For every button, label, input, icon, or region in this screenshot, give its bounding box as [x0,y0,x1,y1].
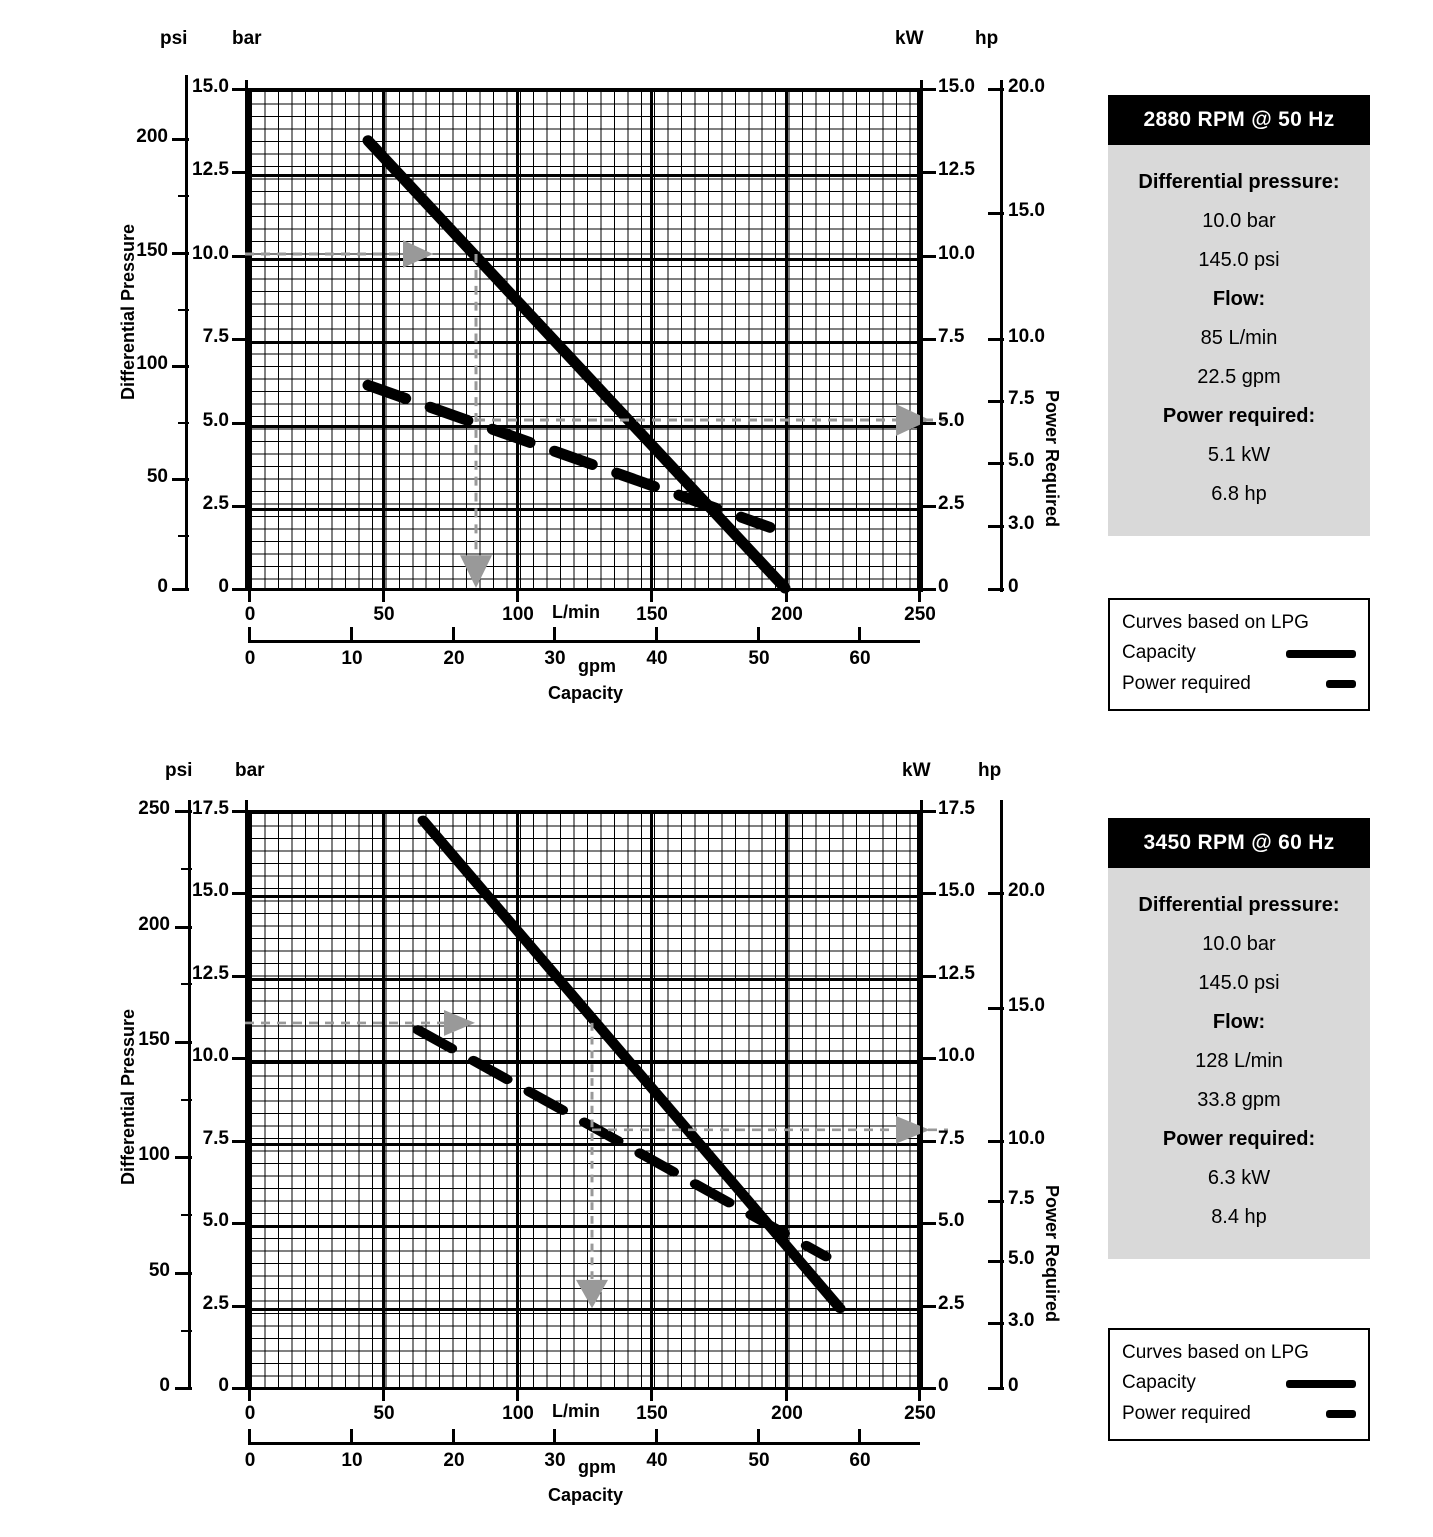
x-tick-label-250: 250 [904,1403,936,1424]
hp-tick [988,1387,1004,1390]
legend-title: Curves based on LPG [1122,612,1309,633]
gpm-tick [757,627,760,641]
kw-tick [920,1140,936,1143]
bar-tick [232,1387,248,1390]
unit-label-kw: kW [895,28,924,49]
kw-tick [920,975,936,978]
gpm-tick-label-40: 40 [646,1450,668,1471]
gpm-tick [553,1429,556,1443]
bar-tick [232,1140,248,1143]
x-axis-unit-lmin: L/min [552,1401,600,1421]
bar-tick [232,88,248,91]
x-tick [650,1387,653,1401]
legend-box-bottom [1108,1328,1370,1441]
psi-tick-label-150: 150 [138,1029,170,1050]
unit-label-bar: bar [235,760,265,781]
x-axis-gpm-line [248,1442,920,1445]
psi-tick [175,1272,192,1275]
unit-label-kw: kW [902,760,931,781]
info-panel-3450rpm [1108,818,1370,1259]
x-tick [516,588,519,602]
hp-tick [988,1200,1004,1203]
kw-tick-label-0: 0 [938,576,949,597]
hp-tick-label-20: 20.0 [1008,76,1045,97]
info-row: Differential pressure: [1138,171,1340,193]
info-row: 22.5 gpm [1197,366,1281,388]
gpm-tick [655,627,658,641]
info-row: Flow: [1212,1011,1266,1033]
kw-tick-label-2-5: 2.5 [938,1293,965,1314]
bar-tick-label-17-5: 17.5 [192,798,229,819]
x-tick-label-0: 0 [244,604,256,625]
hp-tick [988,1260,1004,1263]
legend-capacity-label: Capacity [1122,1372,1196,1394]
hp-tick-label-5: 5.0 [1008,1248,1035,1269]
bar-tick [232,1057,248,1060]
bar-tick-label-7-5: 7.5 [202,326,229,347]
x-tick [248,1387,251,1401]
unit-label-hp: hp [975,28,999,49]
x-tick-label-250: 250 [904,604,936,625]
hp-tick [988,1140,1004,1143]
bar-tick [232,975,248,978]
x-tick-label-150: 150 [636,1403,668,1424]
gpm-tick-label-20: 20 [443,1450,465,1471]
hp-tick-label-10: 10.0 [1008,326,1045,347]
psi-tick-label-100: 100 [138,1144,170,1165]
legend-capacity-swatch-icon [1286,1380,1356,1388]
annotation-arrow-down-icon [460,555,492,588]
bar-tick-label-15: 15.0 [192,76,229,97]
curve-layer-top [248,88,920,588]
psi-tick-label-150: 150 [136,240,168,261]
info-row: 6.8 hp [1211,483,1267,505]
kw-tick-label-15: 15.0 [938,76,975,97]
hp-tick-label-10: 10.0 [1008,1128,1045,1149]
psi-tick [175,926,192,929]
psi-tick [178,195,189,197]
bar-tick [232,171,248,174]
bar-tick-label-0: 0 [218,1375,229,1396]
psi-tick-label-0: 0 [159,1375,170,1396]
kw-tick-label-7-5: 7.5 [938,1128,965,1149]
gpm-tick [757,1429,760,1443]
info-row: Flow: [1212,288,1266,310]
psi-tick [181,1099,192,1101]
hp-tick-label-7-5: 7.5 [1008,388,1035,409]
unit-label-bar: bar [232,28,262,49]
kw-tick [920,88,936,91]
kw-tick [920,588,936,591]
gpm-tick [452,1429,455,1443]
unit-label-hp: hp [978,760,1002,781]
kw-tick [920,255,936,258]
x-tick-label-100: 100 [502,604,534,625]
y-axis-title-right: Power Required [1042,1185,1062,1323]
kw-tick [920,1057,936,1060]
gpm-tick-label-60: 60 [849,1450,871,1471]
info-row: 10.0 bar [1202,933,1276,955]
psi-tick [181,1330,192,1332]
psi-tick-label-50: 50 [146,466,168,487]
x-axis-unit-gpm: gpm [578,1457,616,1477]
annotation-arrow-down-icon [576,1280,608,1308]
hp-tick-label-15: 15.0 [1008,200,1045,221]
x-axis-gpm-line [248,640,920,643]
psi-tick-label-0: 0 [157,576,168,597]
hp-tick [988,338,1004,341]
bar-tick [232,505,248,508]
kw-axis-line [920,800,923,1390]
x-axis-lmin-line [248,588,920,591]
kw-tick-label-10: 10.0 [938,1045,975,1066]
unit-label-psi: psi [160,28,188,49]
info-row: 6.3 kW [1207,1167,1271,1189]
hp-tick-label-7-5: 7.5 [1008,1188,1035,1209]
psi-tick [175,1156,192,1159]
kw-tick-label-17-5: 17.5 [938,798,975,819]
legend-capacity-label: Capacity [1122,642,1196,664]
kw-tick [920,1387,936,1390]
bar-tick-label-2-5: 2.5 [202,1293,229,1314]
hp-axis-line [1000,800,1003,1390]
kw-tick [920,892,936,895]
bar-tick-label-5: 5.0 [202,1210,229,1231]
bar-tick-label-12-5: 12.5 [192,159,229,180]
bar-tick-label-10: 10.0 [192,243,229,264]
y-axis-title-right: Power Required [1042,390,1062,528]
bar-tick-label-7-5: 7.5 [202,1128,229,1149]
x-tick-label-50: 50 [373,604,395,625]
chart-block-2880rpm [0,10,1433,750]
bar-tick [232,588,248,591]
gpm-tick-label-30: 30 [544,1450,566,1471]
kw-tick [920,505,936,508]
hp-tick [988,588,1004,591]
x-tick [382,1387,385,1401]
kw-tick [920,1305,936,1308]
annotation-arrow-right-icon [896,404,930,436]
psi-tick-label-100: 100 [136,353,168,374]
x-axis-lmin-line [248,1387,920,1390]
gpm-tick [452,627,455,641]
annotation-arrow-right-icon [403,240,433,268]
kw-axis-line [920,80,923,592]
gpm-tick [858,627,861,641]
gpm-tick-label-20: 20 [443,648,465,669]
chart-block-3450rpm [0,760,1433,1505]
gpm-tick-label-60: 60 [849,648,871,669]
psi-tick [172,478,189,481]
bar-tick-label-10: 10.0 [192,1045,229,1066]
legend-box-top [1108,598,1370,711]
info-row: Differential pressure: [1138,894,1340,916]
x-tick [248,588,251,602]
hp-tick-label-5: 5.0 [1008,450,1035,471]
psi-tick [181,868,192,870]
y-axis-title-left: Differential Pressure [118,1008,138,1185]
hp-tick-label-20: 20.0 [1008,880,1045,901]
gpm-tick-label-0: 0 [244,1450,256,1471]
info-row: 85 L/min [1200,327,1278,349]
x-axis-unit-lmin: L/min [552,602,600,622]
info-row: 128 L/min [1195,1050,1283,1072]
kw-tick-label-10: 10.0 [938,243,975,264]
bar-tick [232,1222,248,1225]
hp-tick-label-0: 0 [1008,1375,1019,1396]
psi-tick [178,309,189,311]
psi-tick-label-50: 50 [148,1260,170,1281]
psi-tick-label-200: 200 [138,914,170,935]
gpm-tick [858,1429,861,1443]
x-tick [650,588,653,602]
psi-tick [172,365,189,368]
info-row: 145.0 psi [1198,972,1280,994]
hp-tick [988,1007,1004,1010]
kw-tick [920,1222,936,1225]
info-panel-title: 2880 RPM @ 50 Hz [1108,95,1370,145]
gpm-tick [248,627,251,641]
x-axis-unit-gpm: gpm [578,656,616,676]
kw-tick-label-2-5: 2.5 [938,493,965,514]
legend-power-label: Power required [1122,1402,1251,1424]
psi-tick [175,1041,192,1044]
gpm-tick-label-50: 50 [748,648,770,669]
kw-tick [920,171,936,174]
hp-tick-label-15: 15.0 [1008,995,1045,1016]
info-panel-title: 3450 RPM @ 60 Hz [1108,818,1370,868]
info-row: 8.4 hp [1211,1206,1267,1228]
info-row: 5.1 kW [1207,444,1271,466]
bar-tick [232,892,248,895]
x-tick [516,1387,519,1401]
hp-tick [988,88,1004,91]
info-row: 10.0 bar [1202,210,1276,232]
power-curve [418,1030,826,1257]
kw-tick [920,422,936,425]
kw-tick-label-7-5: 7.5 [938,326,965,347]
bar-tick [232,810,248,813]
psi-tick [172,138,189,141]
kw-tick [920,810,936,813]
x-tick-label-50: 50 [373,1403,395,1424]
hp-tick [988,1322,1004,1325]
legend-title: Curves based on LPG [1122,1342,1309,1363]
info-row: 145.0 psi [1198,249,1280,271]
info-row: Power required: [1162,1128,1316,1150]
bar-tick-label-0: 0 [218,576,229,597]
hp-tick [988,400,1004,403]
kw-tick-label-5: 5.0 [938,1210,965,1231]
gpm-tick [553,627,556,641]
y-axis-title-left: Differential Pressure [118,223,138,400]
info-panel-body [1108,868,1370,1259]
x-tick [785,1387,788,1401]
curve-layer-bottom [248,810,920,1310]
unit-label-psi: psi [165,760,193,781]
gpm-tick-label-0: 0 [244,648,256,669]
gpm-tick [248,1429,251,1443]
legend-power-label: Power required [1122,672,1251,694]
x-axis-title: Capacity [548,683,624,703]
legend-capacity-swatch-icon [1286,650,1356,658]
x-tick-label-150: 150 [636,604,668,625]
kw-tick-label-15: 15.0 [938,880,975,901]
legend-power-swatch-icon [1326,680,1356,688]
x-tick [785,588,788,602]
x-tick-label-200: 200 [771,604,803,625]
info-row: 33.8 gpm [1197,1089,1281,1111]
kw-tick-label-12-5: 12.5 [938,963,975,984]
psi-tick-label-250: 250 [138,798,170,819]
x-tick [382,588,385,602]
gpm-tick [655,1429,658,1443]
hp-tick-label-3: 3.0 [1008,513,1035,534]
bar-tick [232,338,248,341]
capacity-curve [368,141,785,588]
gpm-tick [350,627,353,641]
x-tick-label-100: 100 [502,1403,534,1424]
hp-tick-label-0: 0 [1008,576,1019,597]
gpm-tick [350,1429,353,1443]
psi-tick [178,535,189,537]
gpm-tick-label-10: 10 [341,1450,363,1471]
x-axis-title: Capacity [548,1485,624,1505]
bar-tick-label-2-5: 2.5 [202,493,229,514]
info-panel-2880rpm [1108,95,1370,536]
x-tick-label-0: 0 [244,1403,256,1424]
kw-tick [920,338,936,341]
kw-tick-label-5: 5.0 [938,410,965,431]
psi-tick-label-200: 200 [136,126,168,147]
hp-tick-label-3: 3.0 [1008,1310,1035,1331]
hp-tick [988,462,1004,465]
x-tick-label-200: 200 [771,1403,803,1424]
hp-tick [988,212,1004,215]
gpm-tick-label-30: 30 [544,648,566,669]
annotation-arrow-right-icon [444,1010,475,1036]
kw-tick-label-0: 0 [938,1375,949,1396]
gpm-tick-label-10: 10 [341,648,363,669]
info-row: Power required: [1162,405,1316,427]
gpm-tick-label-40: 40 [646,648,668,669]
gpm-tick-label-50: 50 [748,1450,770,1471]
bar-tick-label-15: 15.0 [192,880,229,901]
bar-tick [232,1305,248,1308]
bar-tick-label-12-5: 12.5 [192,963,229,984]
bar-tick [232,422,248,425]
power-curve [368,385,770,527]
kw-tick-label-12-5: 12.5 [938,159,975,180]
hp-tick [988,892,1004,895]
hp-axis-line [1000,80,1003,592]
info-panel-body [1108,145,1370,536]
hp-tick [988,525,1004,528]
bar-tick-label-5: 5.0 [202,410,229,431]
legend-power-swatch-icon [1326,1410,1356,1418]
